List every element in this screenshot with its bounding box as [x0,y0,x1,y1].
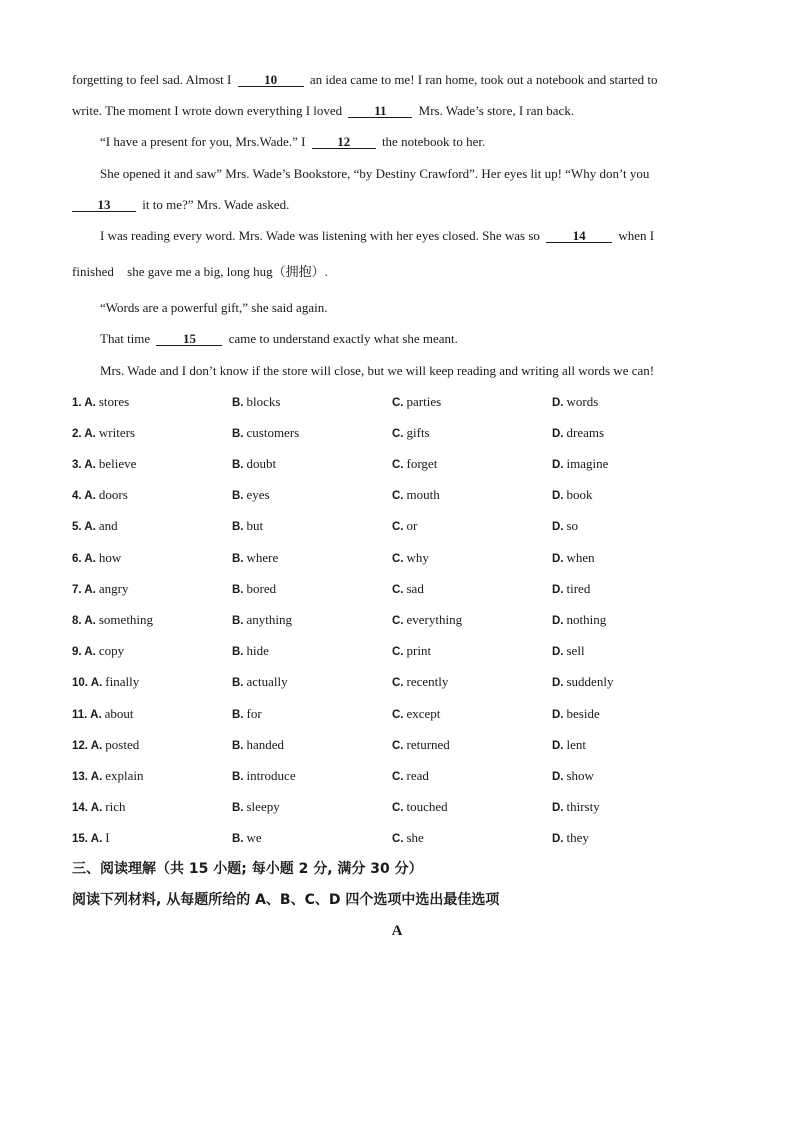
option-label: D. [552,552,564,565]
option-a[interactable] [72,822,232,853]
option-a[interactable] [72,573,232,604]
option-letter: A. [90,802,103,815]
option-text: they [566,830,589,846]
option-label: D. [552,615,564,627]
passage-text: she gave me a big, long hug（拥抱）. [123,264,328,280]
option-text: imagine [566,456,609,472]
option-text: dreams [566,424,605,440]
option-c[interactable] [392,417,552,448]
question-number: 9. [72,646,82,659]
option-a[interactable] [72,386,232,417]
option-letter: A. [84,583,96,596]
question-row [72,573,712,604]
option-letter: A. [84,427,96,440]
option-b[interactable] [232,729,392,760]
option-label [72,802,102,814]
passage-line [72,158,712,189]
option-text: show [566,767,594,783]
question-row [72,604,712,635]
option-letter: A. [84,552,96,565]
question-row [72,760,712,791]
passage-text: “I have a present for you, Mrs.Wade.” I [100,134,309,150]
option-label [72,677,102,689]
option-label [72,615,96,627]
option-label: C. [392,490,404,503]
option-letter: A. [84,396,96,409]
option-label: C. [392,739,404,752]
question-number: 10. [72,677,88,690]
option-letter: A. [84,521,96,534]
passage-text: Mrs. Wade and I don’t know if the store will close, but we will keep reading and writing all words we can! [100,362,655,378]
option-text: stores [98,393,130,409]
option-c[interactable] [392,698,552,729]
option-label: C. [392,615,404,627]
option-text: words [566,393,599,409]
option-text: read [406,767,429,783]
option-b[interactable] [232,635,392,666]
option-c[interactable] [392,666,552,697]
option-a[interactable] [72,698,232,729]
option-label: D. [552,583,564,596]
option-label: B. [232,677,244,690]
option-label: C. [392,833,404,846]
option-c[interactable] [392,791,552,822]
blank-14: 14 [546,229,612,243]
passage-letter: A [391,922,403,939]
option-text: actually [246,674,288,690]
option-label [72,740,102,752]
option-text: thirsty [566,799,600,815]
option-text: except [406,705,441,721]
blank-13: 13 [72,198,136,212]
option-text: sleepy [246,799,280,815]
option-d[interactable] [552,698,712,729]
option-text: angry [98,580,129,596]
question-row [72,510,712,541]
option-a[interactable] [72,760,232,791]
question-row [72,417,712,448]
passage-text: when I [615,227,655,243]
option-label: D. [552,427,564,440]
option-a[interactable] [72,791,232,822]
option-text: finally [105,674,140,690]
option-c[interactable] [392,573,552,604]
option-text: we [246,830,262,846]
option-text: but [246,518,264,534]
option-text: lent [566,736,586,752]
option-letter: A. [90,770,103,783]
option-label: D. [552,646,564,659]
option-label: D. [552,833,564,846]
option-text: book [566,487,593,503]
option-text: sell [566,643,585,659]
option-text: for [246,705,262,721]
option-a[interactable] [72,542,232,573]
option-c[interactable] [392,448,552,479]
option-text: writers [98,424,135,440]
option-text: or [406,518,418,534]
option-label: C. [392,708,404,721]
option-label: B. [232,770,244,783]
option-label: B. [232,708,244,721]
question-list [72,386,712,854]
option-label [72,553,96,565]
question-number: 4. [72,490,82,503]
option-text: handed [246,736,285,752]
option-label: C. [392,770,404,783]
option-label: C. [392,677,404,690]
option-label: C. [392,552,404,565]
option-b[interactable] [232,666,392,697]
passage-text: Mrs. Wade’s store, I ran back. [415,103,575,119]
option-letter: A. [90,833,103,846]
passage-text: an idea came to me! I ran home, took out a notebook and started to [306,72,658,87]
passage-line [72,189,712,220]
question-number: 13. [72,770,88,783]
option-d[interactable] [552,479,712,510]
option-text: why [406,549,429,565]
question-number: 1. [72,396,82,409]
option-b[interactable] [232,698,392,729]
option-a[interactable] [72,635,232,666]
option-text: copy [98,643,125,659]
option-c[interactable] [392,604,552,635]
option-label: D. [552,770,564,783]
option-b[interactable] [232,510,392,541]
exam-page [72,64,712,947]
passage-text: forgetting to feel sad. Almost I [72,72,235,87]
option-text: so [566,518,579,534]
passage-line [72,95,712,126]
option-text: where [246,549,279,565]
option-label: D. [552,490,564,503]
option-label: B. [232,646,244,659]
option-a[interactable] [72,510,232,541]
option-a[interactable] [72,729,232,760]
section-title: 三、阅读理解（共 15 小题; 每小题 2 分, 满分 30 分） [72,860,423,877]
option-c[interactable] [392,479,552,510]
option-text: doors [98,487,128,503]
option-c[interactable] [392,386,552,417]
blank-12: 12 [312,135,376,149]
option-b[interactable] [232,604,392,635]
option-text: when [566,549,595,565]
question-row [72,386,712,417]
option-text: touched [406,799,448,815]
option-label: B. [232,583,244,596]
option-a[interactable] [72,417,232,448]
option-text: recently [406,674,449,690]
option-d[interactable] [552,417,712,448]
option-label: B. [232,552,244,565]
option-text: gifts [406,424,430,440]
option-label [72,646,96,658]
option-label: B. [232,739,244,752]
option-d[interactable] [552,542,712,573]
option-text: print [406,643,432,659]
section-instruction: 阅读下列材料, 从每题所给的 A、B、C、D 四个选项中选出最佳选项 [72,891,500,908]
option-d[interactable] [552,604,712,635]
question-row [72,448,712,479]
blank-15: 15 [156,332,222,346]
option-b[interactable] [232,760,392,791]
option-label: B. [232,459,244,472]
option-a[interactable] [72,604,232,635]
option-text: introduce [246,767,296,783]
option-label: B. [232,490,244,503]
option-label [72,833,102,845]
option-d[interactable] [552,510,712,541]
option-text: customers [246,424,300,440]
question-row [72,729,712,760]
option-c[interactable] [392,760,552,791]
option-text: she [406,830,424,846]
option-d[interactable] [552,729,712,760]
option-label: C. [392,802,404,815]
option-label: B. [232,615,244,627]
option-text: rich [105,799,126,815]
option-b[interactable] [232,386,392,417]
passage-text: I was reading every word. Mrs. Wade was listening with her eyes closed. She was so [100,227,544,243]
option-d[interactable] [552,386,712,417]
option-text: eyes [246,487,270,503]
passage-line [72,323,712,354]
question-number: 8. [72,615,82,627]
passage-text: it to me?” Mrs. Wade asked. [139,196,290,212]
option-b[interactable] [232,417,392,448]
option-label: B. [232,802,244,815]
option-text: bored [246,580,277,596]
option-label: C. [392,521,404,534]
option-label [72,397,96,409]
option-text: explain [105,767,144,783]
option-letter: A. [90,739,103,752]
passage-text: write. The moment I wrote down everything I loved [72,103,346,119]
option-label: C. [392,459,404,472]
question-row [72,542,712,573]
option-d[interactable] [552,635,712,666]
option-letter: A. [84,646,96,659]
option-d[interactable] [552,448,712,479]
option-label: C. [392,427,404,440]
option-b[interactable] [232,448,392,479]
passage-text: “Words are a powerful gift,” she said again. [100,300,328,316]
option-label [72,521,96,533]
option-label: D. [552,396,564,409]
question-number: 2. [72,427,82,440]
option-label: C. [392,396,404,409]
option-text: returned [406,736,450,752]
blank-10: 10 [238,73,304,87]
option-label: B. [232,427,244,440]
option-label [72,709,102,721]
passage-line [72,64,712,95]
option-label: B. [232,521,244,534]
passage-line [72,355,712,386]
option-b[interactable] [232,573,392,604]
option-label: D. [552,739,564,752]
option-label [72,428,96,440]
question-number: 15. [72,833,88,846]
question-number: 6. [72,552,82,565]
question-number: 14. [72,802,88,815]
option-letter: A. [90,677,103,690]
option-text: I [105,830,110,846]
option-c[interactable] [392,635,552,666]
option-letter: A. [84,615,96,627]
option-text: something [98,612,154,627]
option-text: forget [406,456,438,472]
option-d[interactable] [552,791,712,822]
question-row [72,479,712,510]
passage-text: came to understand exactly what she meant. [225,331,458,347]
option-a[interactable] [72,479,232,510]
option-label: D. [552,521,564,534]
option-letter: A. [84,490,96,503]
option-d[interactable] [552,760,712,791]
option-a[interactable] [72,448,232,479]
option-c[interactable] [392,542,552,573]
option-text: sad [406,580,424,596]
option-d[interactable] [552,822,712,853]
option-b[interactable] [232,479,392,510]
option-letter: A. [84,459,96,472]
option-text: suddenly [566,674,614,690]
option-b[interactable] [232,542,392,573]
option-c[interactable] [392,510,552,541]
passage-line [72,220,712,251]
passage-text: the notebook to her. [378,134,486,150]
question-row [72,791,712,822]
option-c[interactable] [392,822,552,853]
option-text: tired [566,580,591,596]
option-label: D. [552,802,564,815]
option-text: how [98,549,122,565]
option-text: beside [566,705,600,721]
passage-text: She opened it and saw” Mrs. Wade’s Bookstore, “by Destiny Crawford”. Her eyes lit up! “Why don’t you [100,165,650,181]
option-d[interactable] [552,573,712,604]
question-row [72,698,712,729]
blank-11: 11 [348,104,412,118]
option-text: hide [246,643,269,659]
option-b[interactable] [232,791,392,822]
question-number: 3. [72,459,82,472]
question-row [72,635,712,666]
option-label [72,459,96,471]
option-text: and [98,518,118,534]
option-label [72,490,96,502]
option-text: parties [406,393,442,409]
option-text: anything [246,612,292,627]
option-label: D. [552,708,564,721]
passage-text: finished [72,264,114,280]
option-label [72,771,102,783]
question-row [72,822,712,853]
option-text: blocks [246,393,281,409]
passage-line [72,251,712,292]
option-text: believe [98,456,137,472]
question-number: 5. [72,521,82,534]
option-label: C. [392,646,404,659]
option-b[interactable] [232,822,392,853]
option-text: mouth [406,487,440,503]
option-c[interactable] [392,729,552,760]
option-text: posted [105,736,140,752]
passage-text: That time [100,331,154,347]
question-number: 7. [72,583,82,596]
option-label: C. [392,583,404,596]
option-text: everything [406,612,463,627]
option-text: nothing [566,612,607,627]
question-number: 11. [72,708,88,721]
option-letter: A. [90,708,102,721]
option-text: doubt [246,456,277,472]
passage-line [72,292,712,323]
option-label [72,584,96,596]
passage-line [72,126,712,157]
option-label: D. [552,677,564,690]
option-a[interactable] [72,666,232,697]
option-label: B. [232,833,244,846]
option-label: B. [232,396,244,409]
option-text: about [104,705,134,721]
option-d[interactable] [552,666,712,697]
option-label: D. [552,459,564,472]
question-row [72,666,712,697]
question-number: 12. [72,739,88,752]
